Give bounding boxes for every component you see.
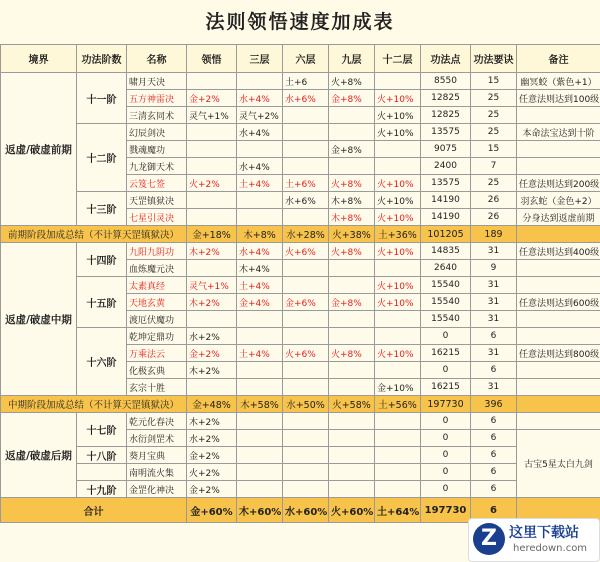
table-row [1,464,600,481]
bonus-cell [283,362,329,379]
bonus-cell: 土+4% [237,277,283,294]
secret-cell: 6 [471,413,517,430]
note-cell [517,158,600,175]
secret-cell: 6 [471,328,517,345]
bonus-cell: 木+4% [237,260,283,277]
note-cell: 羽玄蛇（金色+2） [517,192,600,209]
bonus-cell [283,209,329,226]
summary-cell: 火+60% [329,498,375,523]
bonus-cell [329,158,375,175]
bonus-cell [187,141,237,158]
secret-cell: 25 [471,107,517,124]
points-cell: 2400 [421,158,471,175]
note-cell: 任意法则达到200级 [517,175,600,192]
summary-cell: 189 [471,226,517,243]
bonus-cell [375,311,421,328]
summary-cell: 197730 [421,396,471,413]
summary-label: 中期阶段加成总结（不计算天罡镇狱决） [1,396,187,413]
bonus-cell: 土+6 [283,73,329,90]
summary-cell: 金+48% [187,396,237,413]
bonus-table [0,44,600,523]
technique-name: 化极玄典 [127,362,187,379]
note-cell: 任意法则达到100级 [517,90,600,107]
bonus-cell: 火+2% [187,175,237,192]
note-cell [517,141,600,158]
points-cell: 8550 [421,73,471,90]
note-cell: 本命法宝达到十阶 [517,124,600,141]
bonus-cell [283,328,329,345]
summary-cell: 土+64% [375,498,421,523]
header-comprehend: 领悟 [187,45,237,73]
secret-cell: 31 [471,243,517,260]
secret-cell: 7 [471,158,517,175]
secret-cell: 6 [471,464,517,481]
technique-name: 五方神雷决 [127,90,187,107]
bonus-cell [375,260,421,277]
stage-cell: 十六阶 [77,328,127,396]
bonus-cell: 水+4% [237,243,283,260]
bonus-cell [329,362,375,379]
table-body [1,73,600,523]
header-row [1,45,600,73]
summary-cell: 木+58% [237,396,283,413]
summary-row [1,226,600,243]
bonus-cell: 火+10% [375,294,421,311]
points-cell: 0 [421,481,471,498]
bonus-cell [375,141,421,158]
bonus-cell [283,430,329,447]
summary-cell: 197730 [421,498,471,523]
summary-cell: 木+60% [237,498,283,523]
technique-name: 幻辰剑决 [127,124,187,141]
points-cell: 0 [421,430,471,447]
bonus-cell: 木+8% [329,192,375,209]
bonus-cell [283,311,329,328]
technique-name: 云笈七签 [127,175,187,192]
points-cell: 15540 [421,311,471,328]
bonus-cell: 火+8% [329,175,375,192]
secret-cell: 6 [471,362,517,379]
bonus-cell [375,447,421,464]
summary-cell: 土+36% [375,226,421,243]
secret-cell: 15 [471,73,517,90]
bonus-cell: 火+2% [187,464,237,481]
note-cell [517,379,600,396]
bonus-cell [237,413,283,430]
note-cell: 古宝5星太白九剑 [517,430,600,498]
bonus-cell [375,328,421,345]
header-points: 功法点 [421,45,471,73]
bonus-cell [329,464,375,481]
bonus-cell: 火+10% [375,243,421,260]
bonus-cell [329,311,375,328]
bonus-cell [375,158,421,175]
bonus-cell: 火+10% [375,277,421,294]
points-cell: 2640 [421,260,471,277]
bonus-cell [375,430,421,447]
technique-name: 血炼魔元决 [127,260,187,277]
note-cell: 幽冥蛟（紫色+1） [517,73,600,90]
bonus-cell: 土+4% [237,345,283,362]
table-row [1,413,600,430]
secret-cell: 31 [471,277,517,294]
realm-cell: 返虚/破虚后期 [1,413,77,498]
summary-cell: 101205 [421,226,471,243]
bonus-cell [187,209,237,226]
technique-name: 啸月天决 [127,73,187,90]
bonus-cell [237,430,283,447]
points-cell: 9075 [421,141,471,158]
realm-cell: 返虚/破虚前期 [1,73,77,226]
bonus-cell [237,379,283,396]
header-realm: 境界 [1,45,77,73]
points-cell: 15540 [421,294,471,311]
note-cell [517,362,600,379]
secret-cell: 31 [471,294,517,311]
bonus-cell: 水+4% [237,124,283,141]
bonus-cell: 火+10% [375,345,421,362]
bonus-cell: 水+2% [187,430,237,447]
bonus-cell: 金+8% [329,90,375,107]
summary-cell: 金+60% [187,498,237,523]
secret-cell: 25 [471,124,517,141]
summary-cell: 6 [471,498,517,523]
bonus-cell: 水+2% [187,328,237,345]
bonus-cell [329,430,375,447]
bonus-cell [187,192,237,209]
bonus-cell: 木+2% [187,413,237,430]
summary-note-cell [517,226,600,243]
secret-cell: 15 [471,141,517,158]
summary-cell: 火+38% [329,226,375,243]
summary-cell: 土+56% [375,396,421,413]
secret-cell: 31 [471,345,517,362]
points-cell: 14190 [421,192,471,209]
points-cell: 14190 [421,209,471,226]
table-row [1,192,600,209]
bonus-cell: 木+2% [187,362,237,379]
table-row [1,243,600,260]
points-cell: 16215 [421,345,471,362]
technique-name: 万乘法云 [127,345,187,362]
secret-cell: 25 [471,175,517,192]
bonus-cell [237,362,283,379]
table-row [1,124,600,141]
summary-cell: 水+28% [283,226,329,243]
logo-badge-icon: Z [473,523,505,555]
summary-label: 前期阶段加成总结（不计算天罡镇狱决） [1,226,187,243]
stage-cell: 十一阶 [77,73,127,124]
table-row [1,73,600,90]
bonus-cell [237,464,283,481]
technique-name: 天罡镇狱决 [127,192,187,209]
bonus-cell [283,141,329,158]
points-cell: 12825 [421,90,471,107]
bonus-cell [375,464,421,481]
bonus-cell [237,328,283,345]
bonus-cell: 火+6% [283,243,329,260]
bonus-cell [329,260,375,277]
bonus-cell: 金+2% [187,90,237,107]
bonus-cell [283,413,329,430]
bonus-cell: 金+2% [187,481,237,498]
total-label: 合计 [1,498,187,523]
secret-cell: 6 [471,447,517,464]
header-layer12: 十二层 [375,45,421,73]
bonus-cell: 火+10% [375,209,421,226]
stage-cell: 十七阶 [77,413,127,447]
bonus-cell: 木+2% [187,243,237,260]
bonus-cell [283,447,329,464]
bonus-cell [283,124,329,141]
technique-name: 三清玄同术 [127,107,187,124]
bonus-cell [329,107,375,124]
bonus-cell [283,158,329,175]
bonus-cell: 水+6% [283,192,329,209]
bonus-cell [187,73,237,90]
bonus-cell [237,311,283,328]
table-row [1,481,600,498]
stage-cell: 十三阶 [77,192,127,226]
technique-name: 葵月宝典 [127,447,187,464]
points-cell: 0 [421,464,471,481]
technique-name: 七星引灵决 [127,209,187,226]
secret-cell: 6 [471,430,517,447]
bonus-cell [187,379,237,396]
bonus-cell: 水+4% [237,158,283,175]
table-row [1,447,600,464]
points-cell: 0 [421,328,471,345]
header-layer9: 九层 [329,45,375,73]
bonus-cell: 金+10% [375,379,421,396]
secret-cell: 25 [471,90,517,107]
technique-name: 太素真经 [127,277,187,294]
bonus-cell: 水+4% [237,90,283,107]
header-name: 名称 [127,45,187,73]
note-cell: 分身达到返虚前期 [517,209,600,226]
bonus-cell: 金+8% [329,294,375,311]
bonus-cell: 土+6% [283,175,329,192]
bonus-cell [283,379,329,396]
summary-cell: 火+58% [329,396,375,413]
header-stage: 功法阶数 [77,45,127,73]
bonus-cell: 金+6% [283,294,329,311]
stage-cell: 十九阶 [77,481,127,498]
secret-cell: 9 [471,260,517,277]
header-secret: 功法要诀 [471,45,517,73]
technique-name: 天地玄黄 [127,294,187,311]
bonus-cell [187,311,237,328]
bonus-cell [329,124,375,141]
points-cell: 15540 [421,277,471,294]
bonus-cell: 火+10% [375,124,421,141]
technique-name: 渡厄伏魔功 [127,311,187,328]
bonus-cell [329,447,375,464]
logo-text: 这里下载站 [509,522,579,542]
bonus-cell [187,158,237,175]
bonus-cell: 木+8% [329,209,375,226]
note-cell [517,107,600,124]
bonus-cell [375,362,421,379]
points-cell: 0 [421,362,471,379]
table-title: 法则领悟速度加成表 [0,0,600,45]
bonus-cell: 火+6% [283,345,329,362]
bonus-cell [283,481,329,498]
bonus-cell [237,192,283,209]
summary-cell: 水+50% [283,396,329,413]
secret-cell: 31 [471,311,517,328]
note-cell [517,260,600,277]
table-row [1,277,600,294]
bonus-cell [283,107,329,124]
note-cell: 任意法则达到600级 [517,294,600,311]
note-cell [517,277,600,294]
bonus-cell: 灵气+2% [237,107,283,124]
bonus-cell [187,124,237,141]
table-row [1,328,600,345]
bonus-cell: 金+2% [187,447,237,464]
bonus-cell [329,379,375,396]
note-cell [517,328,600,345]
bonus-cell [283,277,329,294]
header-layer3: 三层 [237,45,283,73]
points-cell: 13575 [421,175,471,192]
bonus-cell: 灵气+1% [187,277,237,294]
technique-name: 玄宗十胜 [127,379,187,396]
bonus-cell: 木+2% [187,294,237,311]
note-cell: 任意法则达到400级 [517,243,600,260]
technique-name: 九阳九阴功 [127,243,187,260]
bonus-cell: 火+10% [375,192,421,209]
bonus-cell: 火+10% [375,90,421,107]
bonus-cell [329,277,375,294]
summary-cell: 木+8% [237,226,283,243]
note-cell [517,413,600,430]
technique-name: 乾坤定鼎功 [127,328,187,345]
bonus-cell: 灵气+1% [187,107,237,124]
secret-cell: 26 [471,192,517,209]
technique-name: 九龙御天术 [127,158,187,175]
bonus-cell [283,464,329,481]
bonus-cell: 火+10% [375,107,421,124]
bonus-cell: 土+4% [237,175,283,192]
points-cell: 0 [421,413,471,430]
summary-row [1,396,600,413]
bonus-cell [237,447,283,464]
summary-note-cell [517,396,600,413]
bonus-cell [237,73,283,90]
technique-name: 南明流火集 [127,464,187,481]
technique-name: 金罡化神决 [127,481,187,498]
stage-cell: 十八阶 [77,447,127,464]
bonus-cell [237,141,283,158]
bonus-cell: 金+2% [187,345,237,362]
stage-cell [77,464,127,481]
bonus-cell [187,260,237,277]
realm-cell: 返虚/破虚中期 [1,243,77,396]
bonus-cell: 金+4% [237,294,283,311]
bonus-cell [375,413,421,430]
bonus-cell [329,481,375,498]
summary-cell: 金+18% [187,226,237,243]
bonus-cell: 火+8% [329,73,375,90]
logo-subtext: heredown.com [513,543,587,554]
technique-name: 水衍剑罡术 [127,430,187,447]
summary-cell: 水+60% [283,498,329,523]
bonus-cell [237,209,283,226]
bonus-cell [375,73,421,90]
secret-cell: 26 [471,209,517,226]
bonus-cell: 火+10% [375,175,421,192]
watermark-logo [468,518,600,562]
points-cell: 14835 [421,243,471,260]
secret-cell: 6 [471,481,517,498]
stage-cell: 十二阶 [77,124,127,192]
note-cell: 任意法则达到800级 [517,345,600,362]
note-cell [517,311,600,328]
header-layer6: 六层 [283,45,329,73]
points-cell: 16215 [421,379,471,396]
bonus-cell [283,260,329,277]
summary-cell: 396 [471,396,517,413]
bonus-cell: 火+8% [329,243,375,260]
bonus-cell [375,481,421,498]
points-cell: 0 [421,447,471,464]
bonus-cell [329,328,375,345]
stage-cell: 十四阶 [77,243,127,277]
bonus-cell: 水+6% [283,90,329,107]
technique-name: 乾元化春决 [127,413,187,430]
bonus-cell: 火+8% [329,345,375,362]
points-cell: 13575 [421,124,471,141]
bonus-cell [329,413,375,430]
technique-name: 戮魂魔功 [127,141,187,158]
bonus-cell: 金+8% [329,141,375,158]
bonus-cell [237,481,283,498]
secret-cell: 31 [471,379,517,396]
points-cell: 12825 [421,107,471,124]
header-note: 备注 [517,45,600,73]
stage-cell: 十五阶 [77,277,127,328]
